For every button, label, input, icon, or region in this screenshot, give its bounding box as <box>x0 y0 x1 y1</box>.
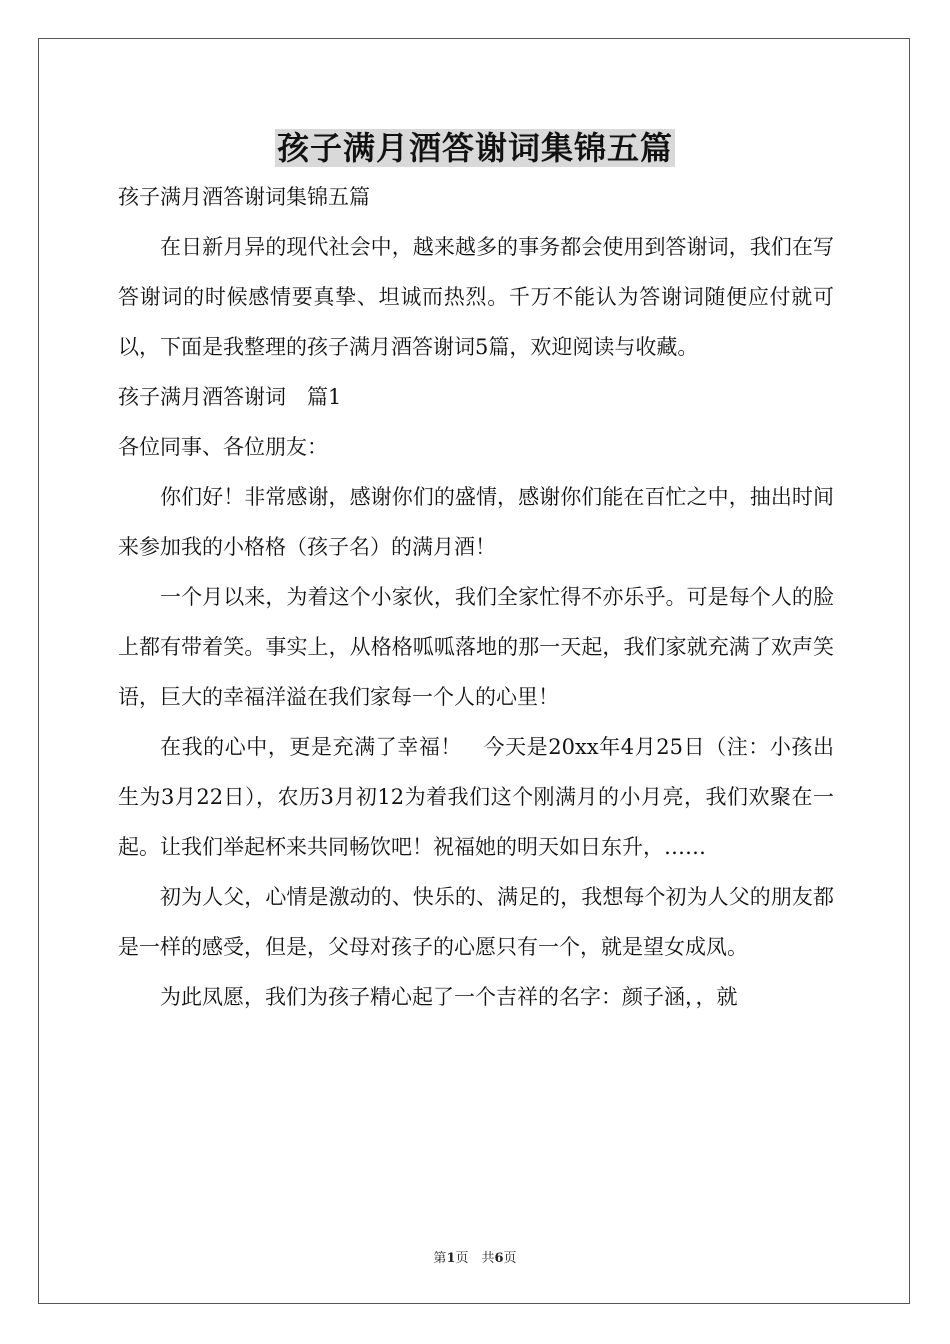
paragraph-salutation: 各位同事、各位朋友： <box>118 435 328 459</box>
document-title-text: 孩子满月酒答谢词集锦五篇 <box>276 129 673 167</box>
paragraph-father: 初为人父，心情是激动的、快乐的、满足的，我想每个初为人父的朋友都是一样的感受，但是，父母对孩子的心愿只有一个，就是望女成凤。 <box>118 885 834 959</box>
total-page-count: 6 <box>494 1251 504 1266</box>
paragraph-name: 为此凤愿，我们为孩子精心起了一个吉祥的名字：颜子涵，，就 <box>160 985 738 1009</box>
paragraph-date: 在我的心中，更是充满了幸福！ 今天是20xx年4月25日（注：小孩出生为3月22日），农历3月初12为着我们这个刚满月的小月亮，我们欢聚在一起。让我们举起杯来共同畅饮吧！祝福她的明天如日东升，…… <box>118 735 834 859</box>
paragraph-subtitle: 孩子满月酒答谢词集锦五篇 <box>118 185 370 209</box>
section-heading: 孩子满月酒答谢词 篇1 <box>118 385 342 409</box>
footer-suffix: 页 <box>503 1251 517 1266</box>
document-body <box>118 172 834 1022</box>
footer-middle: 页 共 <box>455 1251 495 1266</box>
current-page-number: 1 <box>446 1251 456 1266</box>
paragraph-intro: 在日新月异的现代社会中，越来越多的事务都会使用到答谢词，我们在写答谢词的时候感情要真挚、坦诚而热烈。千万不能认为答谢词随便应付就可以，下面是我整理的孩子满月酒答谢词5篇，欢迎阅读与收藏。 <box>118 235 834 359</box>
footer-prefix: 第 <box>433 1251 447 1266</box>
document-title <box>0 120 950 176</box>
paragraph-family: 一个月以来，为着这个小家伙，我们全家忙得不亦乐乎。可是每个人的脸上都有带着笑。事实上，从格格呱呱落地的那一天起，我们家就充满了欢声笑语，巨大的幸福洋溢在我们家每一个人的心里！ <box>118 585 834 709</box>
paragraph-greeting: 你们好！非常感谢，感谢你们的盛情，感谢你们能在百忙之中，抽出时间来参加我的小格格（孩子名）的满月酒！ <box>118 485 834 559</box>
page-number-footer <box>0 1247 950 1266</box>
